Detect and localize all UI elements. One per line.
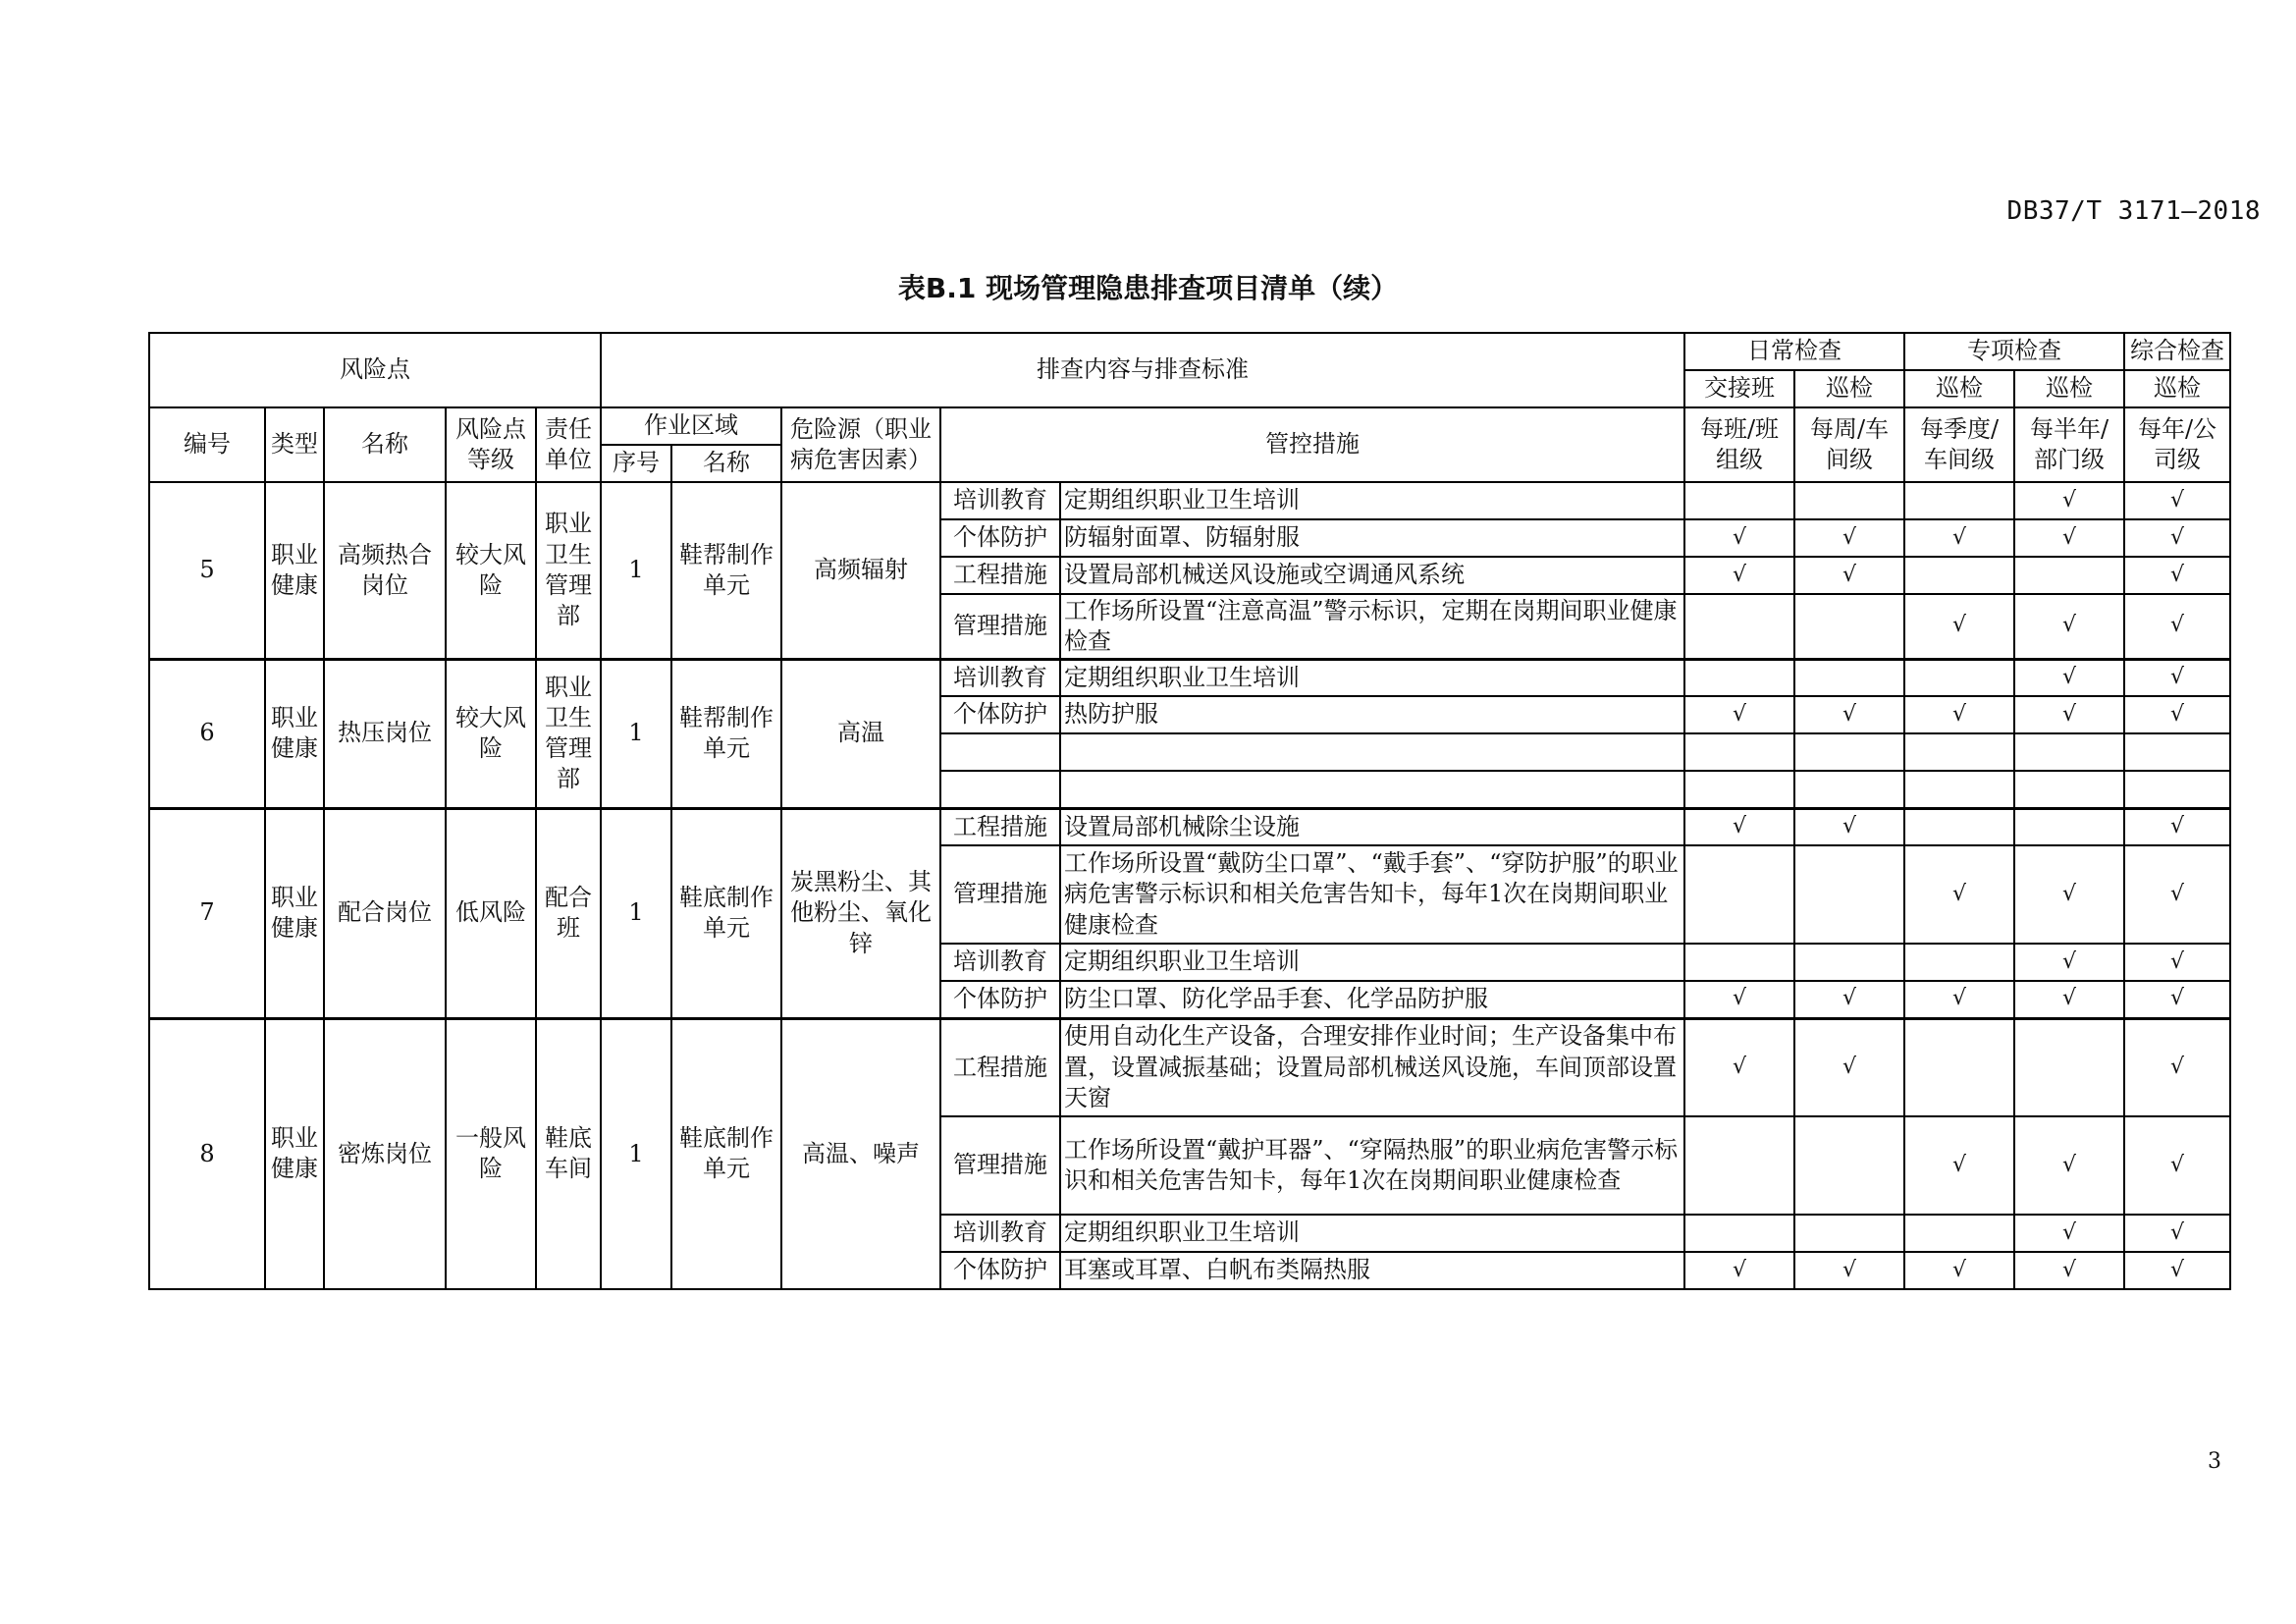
check-quarter-cell [1904, 771, 2014, 808]
check-shift-cell: √ [1684, 808, 1794, 845]
group-type: 职业健康 [265, 659, 324, 808]
check-year-cell: √ [2124, 1116, 2230, 1215]
group-risk-level: 低风险 [446, 808, 536, 1018]
group-no: 8 [149, 1018, 265, 1289]
header-freq-halfyear: 每半年/部门级 [2014, 407, 2124, 482]
check-shift-cell [1684, 845, 1794, 944]
group-no: 6 [149, 659, 265, 808]
header-hazard: 危险源（职业病危害因素） [781, 407, 940, 482]
header-patrol-special-2: 巡检 [2014, 370, 2124, 407]
group-type: 职业健康 [265, 482, 324, 659]
table-row [149, 659, 2230, 696]
group-hazard: 炭黑粉尘、其他粉尘、氧化锌 [781, 808, 940, 1018]
check-quarter-cell: √ [1904, 594, 2014, 659]
header-freq-quarter: 每季度/车间级 [1904, 407, 2014, 482]
check-shift-cell [1684, 594, 1794, 659]
check-week-cell: √ [1794, 1018, 1904, 1116]
check-week-cell: √ [1794, 557, 1904, 594]
check-halfyear-cell [2014, 1018, 2124, 1116]
header-freq-year: 每年/公司级 [2124, 407, 2230, 482]
check-week-cell [1794, 845, 1904, 944]
measure-text: 防辐射面罩、防辐射服 [1060, 519, 1684, 557]
check-week-cell [1794, 594, 1904, 659]
check-shift-cell: √ [1684, 1252, 1794, 1289]
check-quarter-cell: √ [1904, 519, 2014, 557]
check-shift-cell [1684, 659, 1794, 696]
check-shift-cell: √ [1684, 981, 1794, 1018]
header-risk-point: 风险点 [149, 333, 601, 407]
group-name: 密炼岗位 [324, 1018, 446, 1289]
check-quarter-cell [1904, 659, 2014, 696]
check-week-cell: √ [1794, 696, 1904, 733]
group-no: 7 [149, 808, 265, 1018]
header-work-area: 作业区域 [601, 407, 781, 445]
check-quarter-cell [1904, 808, 2014, 845]
check-halfyear-cell: √ [2014, 659, 2124, 696]
group-risk-level: 一般风险 [446, 1018, 536, 1289]
group-risk-level: 较大风险 [446, 482, 536, 659]
check-halfyear-cell [2014, 557, 2124, 594]
group-risk-level: 较大风险 [446, 659, 536, 808]
measure-category: 培训教育 [940, 944, 1060, 981]
group-name: 高频热合岗位 [324, 482, 446, 659]
group-dept: 配合班 [536, 808, 601, 1018]
check-year-cell: √ [2124, 659, 2230, 696]
measure-text: 工作场所设置“戴护耳器”、“穿隔热服”的职业病危害警示标识和相关危害告知卡，每年1次在岗期间职业健康检查 [1060, 1116, 1684, 1215]
check-quarter-cell: √ [1904, 696, 2014, 733]
group-seq: 1 [601, 808, 671, 1018]
check-year-cell: √ [2124, 981, 2230, 1018]
measure-text: 设置局部机械送风设施或空调通风系统 [1060, 557, 1684, 594]
measure-category: 个体防护 [940, 1252, 1060, 1289]
measure-text: 使用自动化生产设备，合理安排作业时间；生产设备集中布置，设置减振基础；设置局部机械送风设施，车间顶部设置天窗 [1060, 1018, 1684, 1116]
group-type: 职业健康 [265, 808, 324, 1018]
check-quarter-cell: √ [1904, 981, 2014, 1018]
check-year-cell: √ [2124, 808, 2230, 845]
check-halfyear-cell [2014, 808, 2124, 845]
header-area-name: 名称 [671, 445, 781, 482]
header-name: 名称 [324, 407, 446, 482]
measure-text: 定期组织职业卫生培训 [1060, 1215, 1684, 1252]
table-row [149, 482, 2230, 519]
check-year-cell: √ [2124, 1018, 2230, 1116]
check-halfyear-cell: √ [2014, 482, 2124, 519]
check-week-cell [1794, 659, 1904, 696]
header-daily-check: 日常检查 [1684, 333, 1904, 370]
check-year-cell: √ [2124, 557, 2230, 594]
check-year-cell: √ [2124, 594, 2230, 659]
check-quarter-cell: √ [1904, 1116, 2014, 1215]
check-quarter-cell [1904, 557, 2014, 594]
group-hazard: 高频辐射 [781, 482, 940, 659]
measure-text: 定期组织职业卫生培训 [1060, 659, 1684, 696]
check-year-cell: √ [2124, 1252, 2230, 1289]
check-shift-cell: √ [1684, 557, 1794, 594]
check-shift-cell: √ [1684, 519, 1794, 557]
measure-text: 防尘口罩、防化学品手套、化学品防护服 [1060, 981, 1684, 1018]
hazard-checklist-table [148, 332, 2231, 1290]
check-quarter-cell [1904, 1018, 2014, 1116]
measure-category: 培训教育 [940, 482, 1060, 519]
measure-text: 设置局部机械除尘设施 [1060, 808, 1684, 845]
measure-text [1060, 771, 1684, 808]
check-halfyear-cell: √ [2014, 1252, 2124, 1289]
check-week-cell: √ [1794, 981, 1904, 1018]
measure-text: 耳塞或耳罩、白帆布类隔热服 [1060, 1252, 1684, 1289]
measure-text: 工作场所设置“注意高温”警示标识，定期在岗期间职业健康检查 [1060, 594, 1684, 659]
check-week-cell: √ [1794, 808, 1904, 845]
group-area: 鞋帮制作单元 [671, 659, 781, 808]
measure-category: 培训教育 [940, 1215, 1060, 1252]
measure-category: 管理措施 [940, 1116, 1060, 1215]
page-number: 3 [2208, 1449, 2221, 1474]
check-halfyear-cell: √ [2014, 1215, 2124, 1252]
group-seq: 1 [601, 659, 671, 808]
group-area: 鞋帮制作单元 [671, 482, 781, 659]
check-shift-cell [1684, 1116, 1794, 1215]
check-shift-cell [1684, 1215, 1794, 1252]
check-shift-cell: √ [1684, 696, 1794, 733]
check-halfyear-cell: √ [2014, 845, 2124, 944]
header-type: 类型 [265, 407, 324, 482]
header-patrol-comprehensive: 巡检 [2124, 370, 2230, 407]
header-patrol-special-1: 巡检 [1904, 370, 2014, 407]
group-hazard: 高温、噪声 [781, 1018, 940, 1289]
measure-text: 热防护服 [1060, 696, 1684, 733]
check-week-cell [1794, 733, 1904, 771]
check-halfyear-cell: √ [2014, 944, 2124, 981]
measure-category: 培训教育 [940, 659, 1060, 696]
table-row [149, 808, 2230, 845]
check-halfyear-cell: √ [2014, 981, 2124, 1018]
check-week-cell [1794, 482, 1904, 519]
measure-text: 定期组织职业卫生培训 [1060, 944, 1684, 981]
check-year-cell: √ [2124, 1215, 2230, 1252]
group-dept: 职业卫生管理部 [536, 659, 601, 808]
check-shift-cell [1684, 733, 1794, 771]
check-halfyear-cell: √ [2014, 696, 2124, 733]
measure-text [1060, 733, 1684, 771]
group-seq: 1 [601, 1018, 671, 1289]
measure-category [940, 733, 1060, 771]
measure-category: 个体防护 [940, 696, 1060, 733]
measure-text: 工作场所设置“戴防尘口罩”、“戴手套”、“穿防护服”的职业病危害警示标识和相关危害告知卡，每年1次在岗期间职业健康检查 [1060, 845, 1684, 944]
check-quarter-cell [1904, 733, 2014, 771]
check-year-cell: √ [2124, 482, 2230, 519]
measure-category: 工程措施 [940, 808, 1060, 845]
check-week-cell [1794, 1215, 1904, 1252]
header-freq-shift: 每班/班组级 [1684, 407, 1794, 482]
check-week-cell [1794, 771, 1904, 808]
group-name: 热压岗位 [324, 659, 446, 808]
header-content: 排查内容与排查标准 [601, 333, 1684, 407]
table-title: 表B.1 现场管理隐患排查项目清单（续） [897, 272, 1399, 304]
measure-text: 定期组织职业卫生培训 [1060, 482, 1684, 519]
check-shift-cell [1684, 944, 1794, 981]
check-year-cell [2124, 771, 2230, 808]
measure-category: 个体防护 [940, 519, 1060, 557]
table-row [149, 1018, 2230, 1116]
check-halfyear-cell: √ [2014, 594, 2124, 659]
check-shift-cell [1684, 482, 1794, 519]
check-week-cell: √ [1794, 1252, 1904, 1289]
check-halfyear-cell: √ [2014, 1116, 2124, 1215]
check-halfyear-cell [2014, 771, 2124, 808]
measure-category: 管理措施 [940, 845, 1060, 944]
group-area: 鞋底制作单元 [671, 808, 781, 1018]
group-hazard: 高温 [781, 659, 940, 808]
check-year-cell: √ [2124, 944, 2230, 981]
check-year-cell [2124, 733, 2230, 771]
check-week-cell [1794, 1116, 1904, 1215]
header-no: 编号 [149, 407, 265, 482]
group-dept: 职业卫生管理部 [536, 482, 601, 659]
header-seq: 序号 [601, 445, 671, 482]
check-halfyear-cell: √ [2014, 519, 2124, 557]
check-quarter-cell [1904, 482, 2014, 519]
check-halfyear-cell [2014, 733, 2124, 771]
measure-category: 管理措施 [940, 594, 1060, 659]
header-special-check: 专项检查 [1904, 333, 2124, 370]
header-patrol-daily: 巡检 [1794, 370, 1904, 407]
header-comprehensive-check: 综合检查 [2124, 333, 2230, 370]
header-dept: 责任单位 [536, 407, 601, 482]
check-quarter-cell [1904, 944, 2014, 981]
group-area: 鞋底制作单元 [671, 1018, 781, 1289]
group-seq: 1 [601, 482, 671, 659]
group-name: 配合岗位 [324, 808, 446, 1018]
check-year-cell: √ [2124, 519, 2230, 557]
check-shift-cell: √ [1684, 1018, 1794, 1116]
group-dept: 鞋底车间 [536, 1018, 601, 1289]
check-quarter-cell: √ [1904, 1252, 2014, 1289]
check-year-cell: √ [2124, 696, 2230, 733]
document-code: DB37/T 3171—2018 [2006, 196, 2261, 226]
header-shift-handover: 交接班 [1684, 370, 1794, 407]
measure-category: 工程措施 [940, 557, 1060, 594]
group-no: 5 [149, 482, 265, 659]
group-type: 职业健康 [265, 1018, 324, 1289]
check-week-cell [1794, 944, 1904, 981]
check-shift-cell [1684, 771, 1794, 808]
measure-category [940, 771, 1060, 808]
header-risk-level: 风险点等级 [446, 407, 536, 482]
check-quarter-cell: √ [1904, 845, 2014, 944]
check-week-cell: √ [1794, 519, 1904, 557]
check-quarter-cell [1904, 1215, 2014, 1252]
measure-category: 工程措施 [940, 1018, 1060, 1116]
header-measures: 管控措施 [940, 407, 1684, 482]
check-year-cell: √ [2124, 845, 2230, 944]
measure-category: 个体防护 [940, 981, 1060, 1018]
header-freq-week: 每周/车间级 [1794, 407, 1904, 482]
